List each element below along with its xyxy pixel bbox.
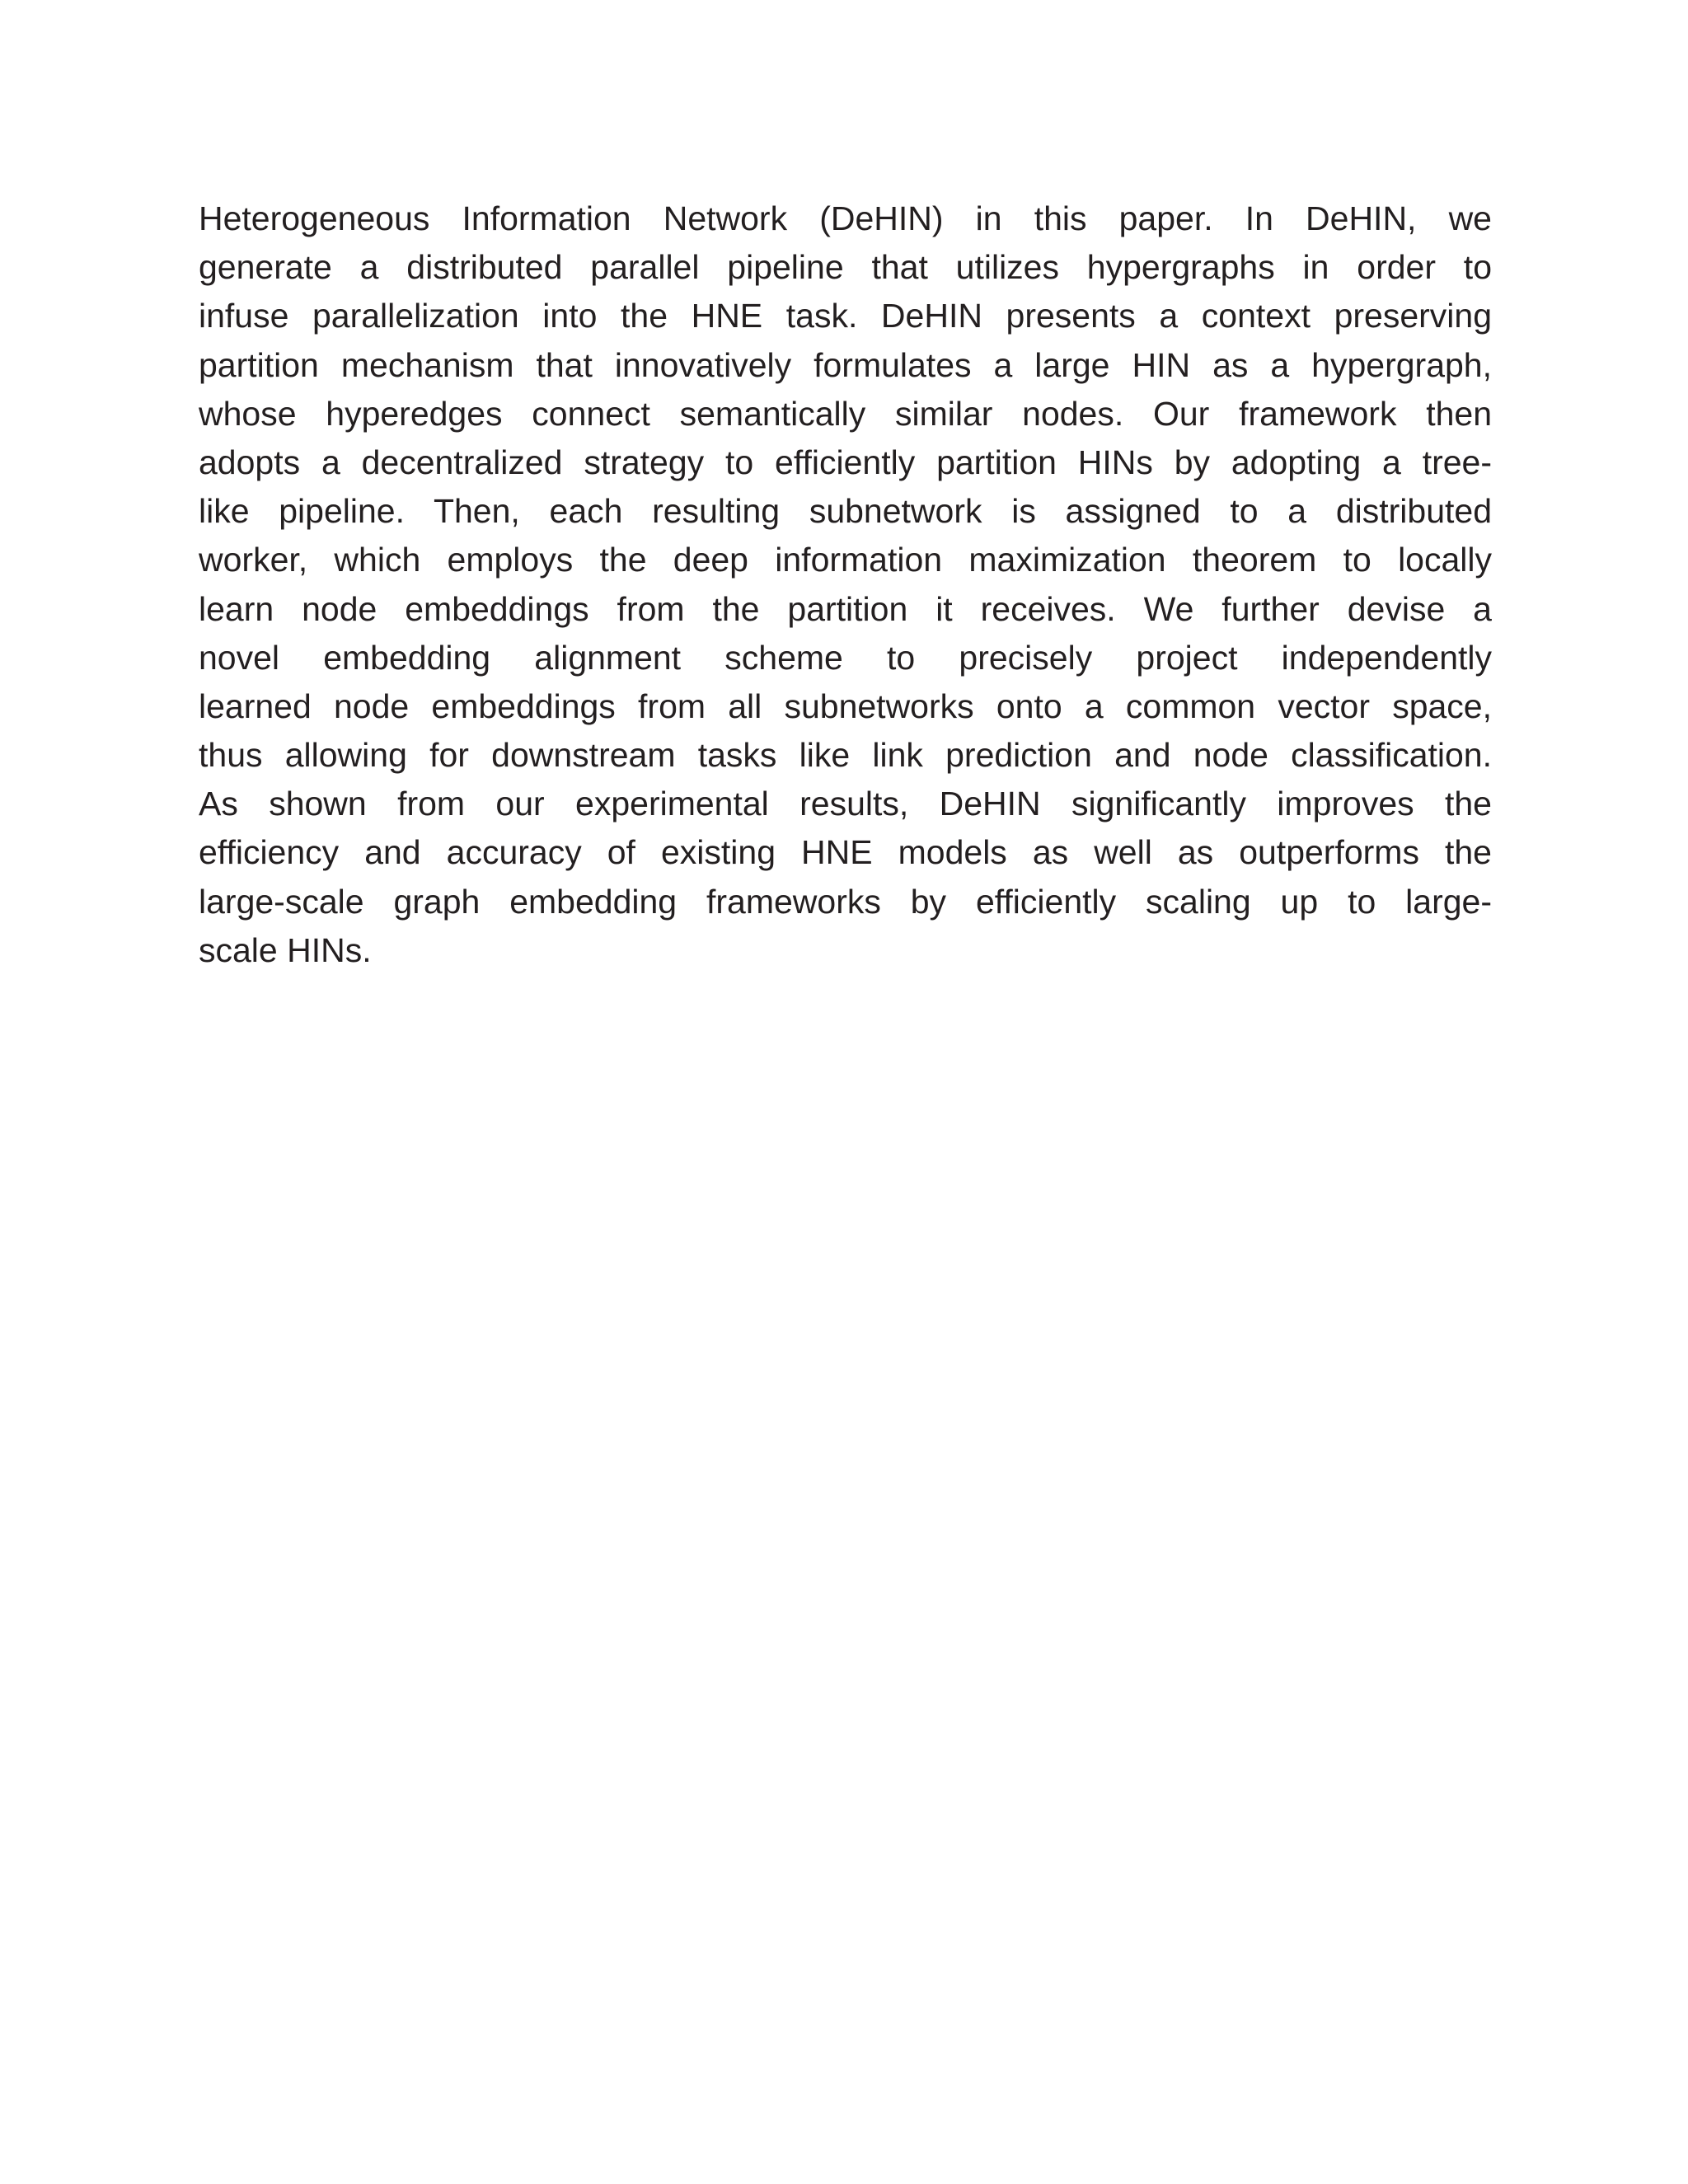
paragraph-line: thus allowing for downstream tasks like link prediction and node classification. [199, 736, 1492, 775]
paragraph-line: Heterogeneous Information Network (DeHIN) in this paper. In DeHIN, we [199, 199, 1492, 237]
paragraph-line: learn node embeddings from the partition it receives. We further devise a [199, 589, 1492, 628]
paragraph-line: adopts a decentralized strategy to efficiently partition HINs by adopting a tree- [199, 443, 1492, 481]
paragraph-line: learned node embeddings from all subnetworks onto a common vector space, [199, 687, 1492, 725]
paragraph-line: scale HINs. [199, 930, 372, 969]
abstract-paragraph [199, 194, 1492, 975]
paragraph-line: generate a distributed parallel pipeline that utilizes hypergraphs in order to [199, 248, 1492, 287]
paragraph-line: As shown from our experimental results, DeHIN significantly improves the [199, 785, 1492, 823]
paragraph-line: efficiency and accuracy of existing HNE models as well as outperforms the [199, 833, 1492, 872]
paragraph-line: partition mechanism that innovatively formulates a large HIN as a hypergraph, [199, 345, 1492, 384]
paragraph-line: like pipeline. Then, each resulting subnetwork is assigned to a distributed [199, 492, 1492, 531]
paragraph-line: whose hyperedges connect semantically similar nodes. Our framework then [199, 394, 1492, 433]
paragraph-line: novel embedding alignment scheme to precisely project independently [199, 638, 1492, 677]
paragraph-line: worker, which employs the deep information maximization theorem to locally [199, 541, 1492, 579]
paragraph-line: large-scale graph embedding frameworks by efficiently scaling up to large- [199, 882, 1492, 921]
paragraph-line: infuse parallelization into the HNE task. DeHIN presents a context preserving [199, 297, 1492, 335]
